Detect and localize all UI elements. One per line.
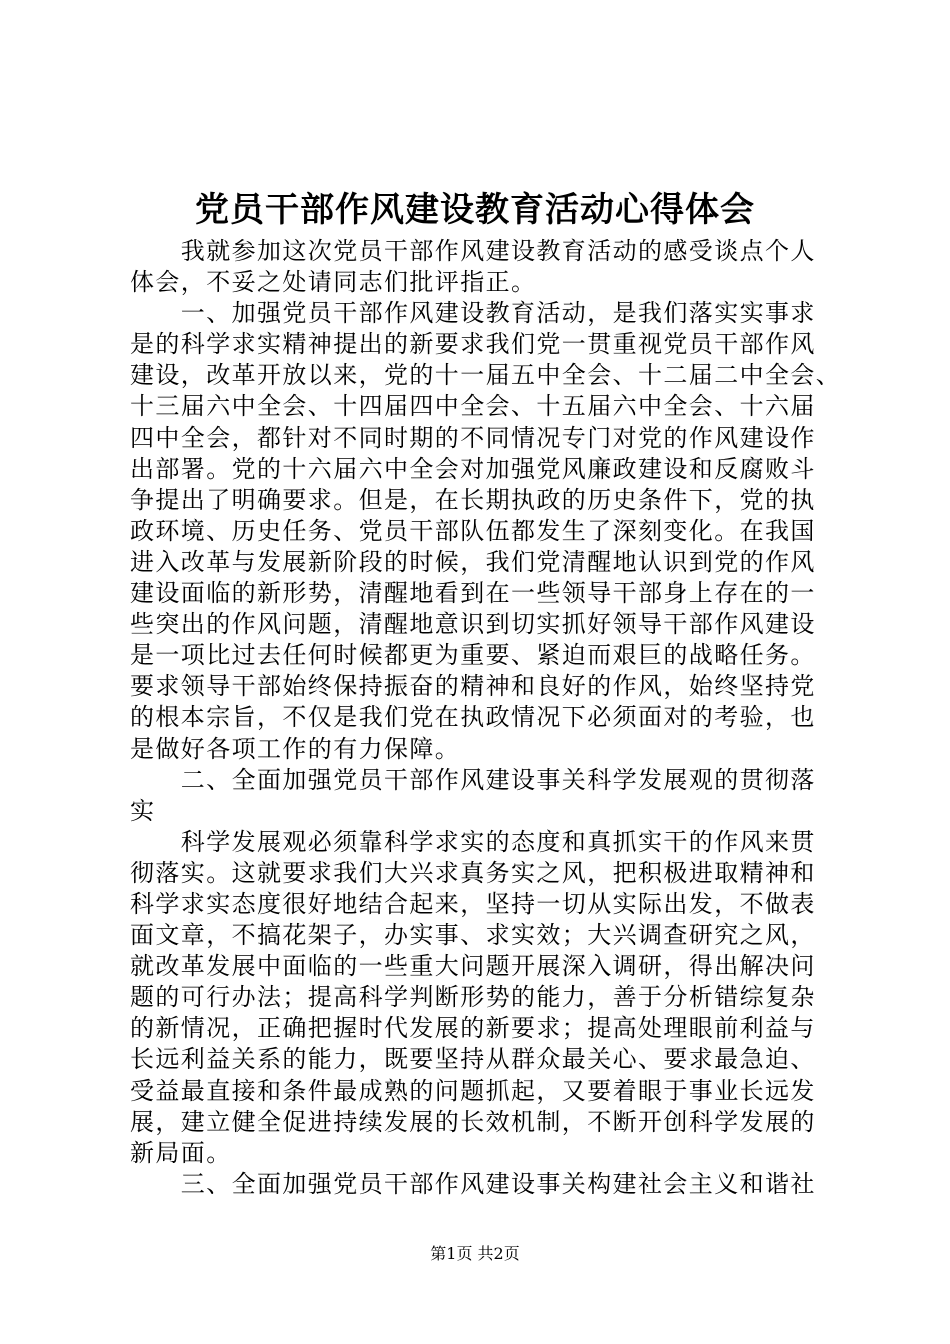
body-text-line: 新局面。 xyxy=(130,1138,232,1167)
body-text-line: 四中全会，都针对不同时期的不同情况专门对党的作风建设作 xyxy=(130,423,816,452)
body-text-line: 二、全面加强党员干部作风建设事关科学发展观的贯彻落 xyxy=(130,765,816,794)
body-text-line: 的根本宗旨，不仅是我们党在执政情况下必须面对的考验，也 xyxy=(130,703,816,732)
document-title: 党员干部作风建设教育活动心得体会 xyxy=(195,190,755,230)
body-text-line: 科学发展观必须靠科学求实的态度和真抓实干的作风来贯 xyxy=(130,827,816,856)
body-text-line: 争提出了明确要求。但是，在长期执政的历史条件下，党的执 xyxy=(130,485,816,514)
body-text-line: 受益最直接和条件最成熟的问题抓起，又要着眼于事业长远发 xyxy=(130,1076,816,1105)
body-text-line: 政环境、历史任务、党员干部队伍都发生了深刻变化。在我国 xyxy=(130,516,816,545)
body-text-line: 就改革发展中面临的一些重大问题开展深入调研，得出解决问 xyxy=(130,952,816,981)
body-text-line: 是做好各项工作的有力保障。 xyxy=(130,734,461,763)
page-footer: 第1页 共2页 xyxy=(430,1244,520,1263)
body-text-line: 建设面临的新形势，清醒地看到在一些领导干部身上存在的一 xyxy=(130,579,816,608)
body-text-line: 体会，不妥之处请同志们批评指正。 xyxy=(130,268,537,297)
body-text-line: 面文章，不搞花架子，办实事、求实效；大兴调查研究之风， xyxy=(130,921,816,950)
body-text-line: 题的可行办法；提高科学判断形势的能力，善于分析错综复杂 xyxy=(130,983,816,1012)
document-body xyxy=(130,236,850,1200)
body-text-line: 实 xyxy=(130,796,156,825)
body-text-line: 科学求实态度很好地结合起来，坚持一切从实际出发，不做表 xyxy=(130,889,816,918)
body-text-line: 出部署。党的十六届六中全会对加强党风廉政建设和反腐败斗 xyxy=(130,454,816,483)
body-text-line: 进入改革与发展新阶段的时候，我们党清醒地认识到党的作风 xyxy=(130,547,816,576)
body-text-line: 彻落实。这就要求我们大兴求真务实之风，把积极进取精神和 xyxy=(130,858,816,887)
body-text-line: 是一项比过去任何时候都更为重要、紧迫而艰巨的战略任务。 xyxy=(130,641,816,670)
body-text-line: 展，建立健全促进持续发展的长效机制，不断开创科学发展的 xyxy=(130,1107,816,1136)
body-text-line: 十三届六中全会、十四届四中全会、十五届六中全会、十六届 xyxy=(130,392,816,421)
body-text-line: 建设，改革开放以来，党的十一届五中全会、十二届二中全会、 xyxy=(130,361,842,390)
body-text-line: 长远利益关系的能力，既要坚持从群众最关心、要求最急迫、 xyxy=(130,1045,816,1074)
body-text-line: 是的科学求实精神提出的新要求我们党一贯重视党员干部作风 xyxy=(130,330,816,359)
body-text-line: 要求领导干部始终保持振奋的精神和良好的作风，始终坚持党 xyxy=(130,672,816,701)
body-text-line: 一、加强党员干部作风建设教育活动，是我们落实实事求 xyxy=(130,299,816,328)
body-text-line: 的新情况，正确把握时代发展的新要求；提高处理眼前利益与 xyxy=(130,1014,816,1043)
body-text-line: 三、全面加强党员干部作风建设事关构建社会主义和谐社 xyxy=(130,1169,816,1198)
body-text-line: 我就参加这次党员干部作风建设教育活动的感受谈点个人 xyxy=(130,237,816,265)
body-text-line: 些突出的作风问题，清醒地意识到切实抓好领导干部作风建设 xyxy=(130,610,816,639)
